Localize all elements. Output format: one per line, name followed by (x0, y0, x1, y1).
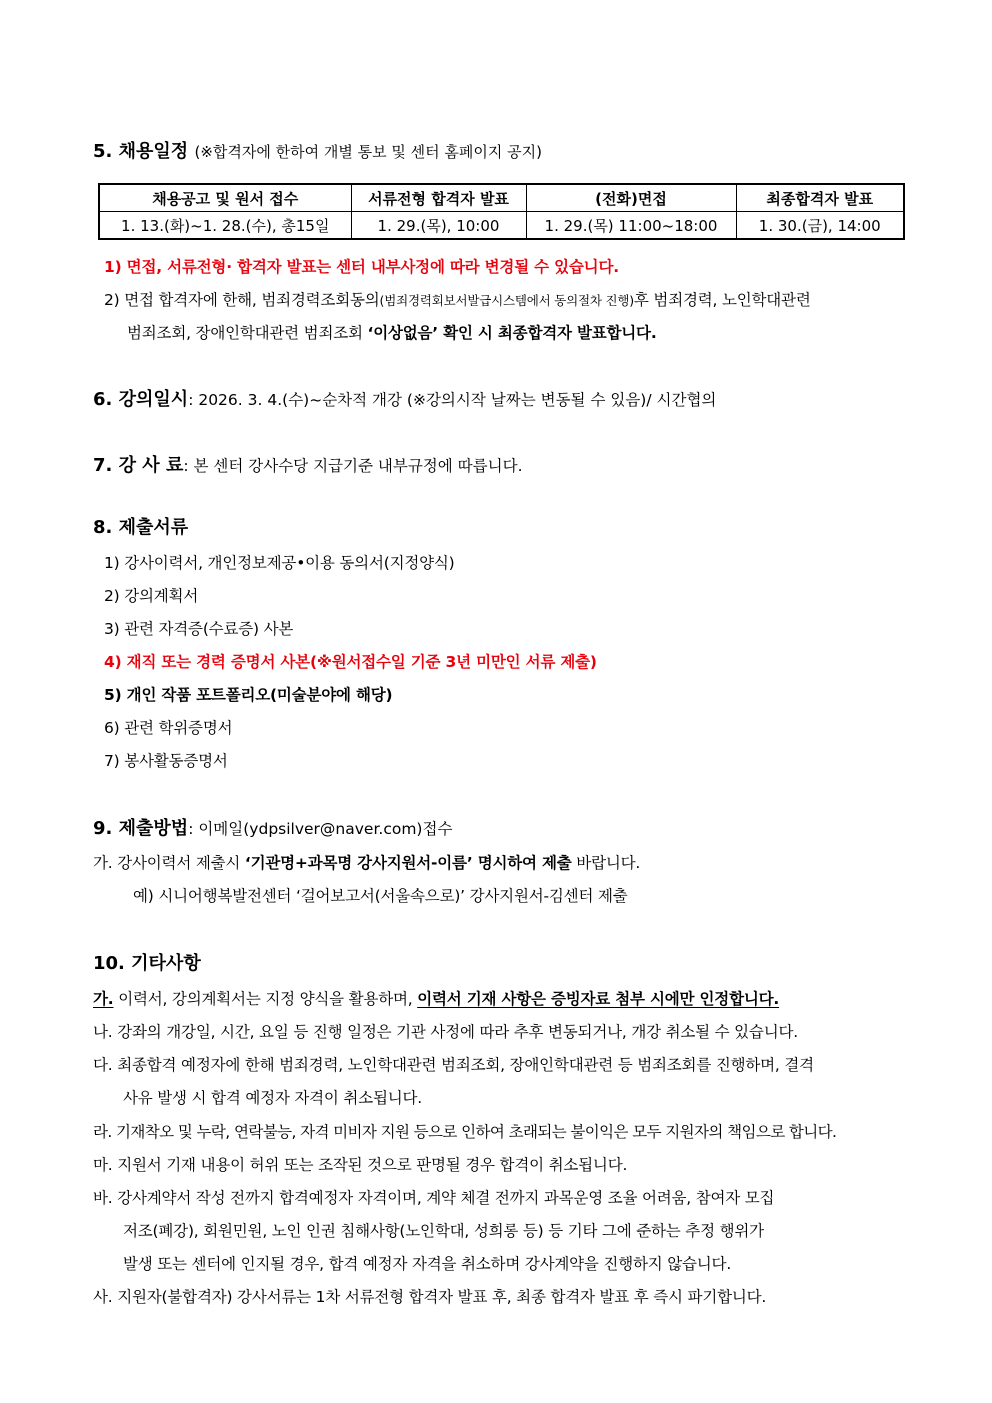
schedule-table (98, 183, 905, 240)
section-5-item-2 (104, 289, 811, 312)
section-10-item-sa: 사. 지원자(불합격자) 강사서류는 1차 서류전형 합격자 발표 후, 최종 합격자 발표 후 즉시 파기합니다. (93, 1288, 767, 1306)
section-6-heading (93, 389, 716, 411)
section-10-item-da: 다. 최종합격 예정자에 한해 범죄경력, 노인학대관련 범죄조회, 장애인학대관련 등 범죄조회를 진행하며, 결격 (93, 1056, 814, 1074)
section-10-item-ba-cont: 발생 또는 센터에 인지될 경우, 합격 예정자 자격을 취소하며 강사계약을 진행하지 않습니다. (123, 1255, 732, 1273)
section-9-ga-text: 가. 강사이력서 제출시 (93, 854, 245, 872)
section-9-heading (93, 818, 452, 840)
doc-list-item: 1) 강사이력서, 개인정보제공•이용 동의서(지정양식) (104, 554, 455, 572)
section-10-item-na: 나. 강좌의 개강일, 시간, 요일 등 진행 일정은 기관 사정에 따라 추후 변동되거나, 개강 취소될 수 있습니다. (93, 1023, 798, 1041)
section-9-text: : 이메일(ydpsilver@naver.com)접수 (188, 820, 453, 838)
schedule-cell: 1. 30.(금), 14:00 (736, 212, 904, 240)
section-9-item-ga (93, 852, 640, 874)
section-10-item-da-cont: 사유 발생 시 합격 예정자 자격이 취소됩니다. (123, 1089, 423, 1107)
doc-list-item: 4) 재직 또는 경력 증명서 사본(※원서접수일 기준 3년 미만인 서류 제출) (104, 653, 597, 671)
section-6-title: 6. 강의일시 (93, 389, 189, 410)
section-5-item-2-small: (범죄경력회보서발급시스템에서 동의절차 진행) (379, 293, 634, 308)
section-10-item-ba-cont: 저조(폐강), 회원민원, 노인 인권 침해사항(노인학대, 성희롱 등) 등 기타 그에 준하는 추정 행위가 (123, 1222, 764, 1240)
schedule-header-cell: 채용공고 및 원서 접수 (99, 184, 351, 212)
doc-list-item: 5) 개인 작품 포트폴리오(미술분야에 해당) (104, 686, 393, 704)
section-9-ga-text-b: 바랍니다. (571, 854, 641, 872)
section-7-text: : 본 센터 강사수당 지급기준 내부규정에 따릅니다. (183, 457, 523, 475)
section-5-item-2-text-b: 후 범죄경력, 노인학대관련 (633, 291, 811, 309)
schedule-header-cell: (전화)면접 (526, 184, 736, 212)
section-9-title: 9. 제출방법 (93, 818, 189, 839)
schedule-header-cell: 서류전형 합격자 발표 (351, 184, 526, 212)
section-5-heading (93, 141, 542, 163)
schedule-header-row (99, 184, 904, 212)
section-9-example: 예) 시니어행복발전센터 ‘걸어보고서(서울속으로)’ 강사지원서-김센터 제출 (133, 887, 628, 905)
section-5-item-2-cont (127, 322, 657, 344)
schedule-header-cell: 최종합격자 발표 (736, 184, 904, 212)
doc-list-item: 7) 봉사활동증명서 (104, 752, 228, 770)
section-5-item-2-text-c: 범죄조회, 장애인학대관련 범죄조회 (127, 324, 368, 342)
section-5-item-2-bold: ‘이상없음’ 확인 시 최종합격자 발표합니다. (367, 324, 657, 342)
doc-list-item: 2) 강의계획서 (104, 587, 199, 605)
doc-list-item: 6) 관련 학위증명서 (104, 719, 233, 737)
section-5-note: (※합격자에 한하여 개별 통보 및 센터 홈페이지 공지) (194, 143, 542, 161)
schedule-cell: 1. 29.(목) 11:00~18:00 (526, 212, 736, 240)
doc-list-item: 3) 관련 자격증(수료증) 사본 (104, 620, 294, 638)
section-10-ga-label: 가. (93, 990, 114, 1008)
section-10-ga-text: 이력서, 강의계획서는 지정 양식을 활용하며, (113, 990, 418, 1008)
section-7-heading (93, 455, 523, 477)
section-6-text: : 2026. 3. 4.(수)~순차적 개강 (※강의시작 날짜는 변동될 수 있음)/ 시간협의 (188, 391, 717, 409)
section-10-ga-bold: 이력서 기재 사항은 증빙자료 첨부 시에만 인정합니다. (417, 990, 780, 1008)
section-7-title: 7. 강 사 료 (93, 455, 184, 476)
schedule-data-row (99, 212, 904, 240)
schedule-cell: 1. 13.(화)~1. 28.(수), 총15일 (99, 212, 351, 240)
section-10-heading: 10. 기타사항 (93, 953, 201, 974)
section-10-item-ma: 마. 지원서 기재 내용이 허위 또는 조작된 것으로 판명될 경우 합격이 취소됩니다. (93, 1156, 628, 1174)
section-10-item-ra: 라. 기재착오 및 누락, 연락불능, 자격 미비자 지원 등으로 인하여 초래되는 불이익은 모두 지원자의 책임으로 합니다. (93, 1123, 837, 1141)
section-10-item-ga (93, 988, 779, 1010)
section-8-heading: 8. 제출서류 (93, 517, 189, 538)
section-9-ga-bold: ‘기관명+과목명 강사지원서-이름’ 명시하여 제출 (244, 854, 572, 872)
section-10-item-ba: 바. 강사계약서 작성 전까지 합격예정자 자격이며, 계약 체결 전까지 과목운영 조율 어려움, 참여자 모집 (93, 1189, 775, 1207)
section-5-item-2-text: 2) 면접 합격자에 한해, 범죄경력조회동의 (104, 291, 380, 309)
section-5-title: 5. 채용일정 (93, 141, 189, 162)
schedule-cell: 1. 29.(목), 10:00 (351, 212, 526, 240)
section-5-item-1: 1) 면접, 서류전형· 합격자 발표는 센터 내부사정에 따라 변경될 수 있습니다. (104, 258, 619, 276)
